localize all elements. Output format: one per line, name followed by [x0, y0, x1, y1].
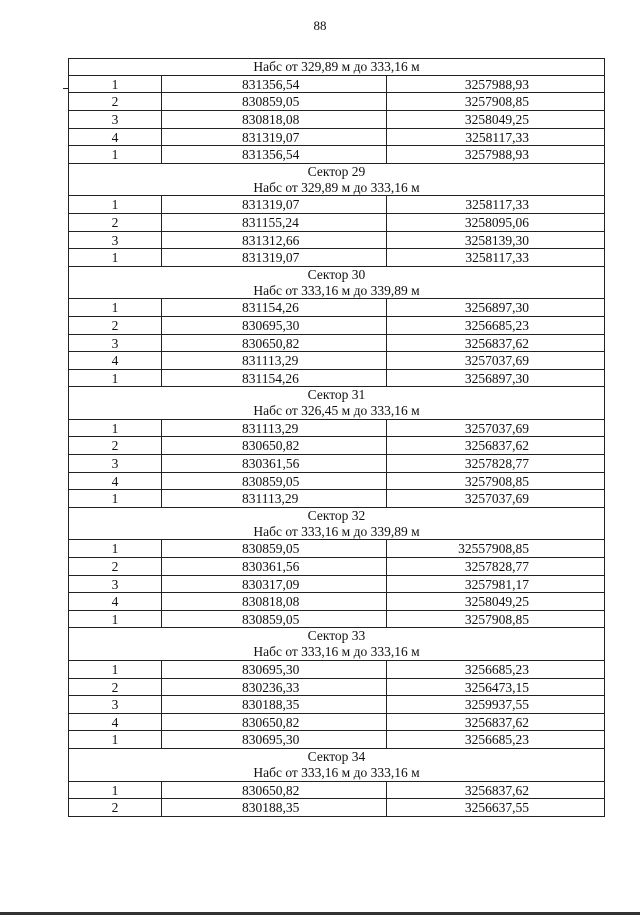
point-number-cell: 1 — [69, 196, 162, 213]
point-number-cell: 1 — [69, 146, 162, 163]
y-coordinate-cell: 3258049,25 — [464, 111, 529, 127]
x-coordinate-cell: 830650,82 — [162, 782, 387, 799]
sector-title: Сектор 34 — [307, 748, 366, 764]
point-number-cell: 1 — [69, 782, 162, 799]
y-coordinate-cell: 3256837,62 — [464, 782, 529, 798]
point-number-cell: 4 — [69, 129, 162, 146]
point-number-cell: 4 — [69, 714, 162, 731]
x-coordinate-cell: 831113,29 — [162, 420, 387, 437]
table-row — [69, 146, 604, 164]
point-number-cell: 1 — [69, 76, 162, 93]
x-coordinate-cell: 831319,07 — [162, 196, 387, 213]
y-coordinate-cell: 3257988,93 — [464, 76, 529, 92]
x-coordinate-cell: 831113,29 — [162, 352, 387, 369]
table-row — [69, 420, 604, 438]
coordinates-table — [68, 58, 605, 817]
x-coordinate-cell: 830859,05 — [162, 93, 387, 110]
y-coordinate-cell: 3257908,85 — [464, 611, 529, 627]
point-number-cell: 1 — [69, 540, 162, 557]
y-coordinate-cell: 3258095,06 — [464, 214, 529, 230]
y-coordinate-cell: 3256837,62 — [464, 335, 529, 351]
y-coordinate-cell: 3257037,69 — [464, 491, 529, 507]
x-coordinate-cell: 830361,56 — [162, 558, 387, 575]
y-coordinate-cell: 3256685,23 — [464, 317, 529, 333]
point-number-cell: 3 — [69, 111, 162, 128]
table-row — [69, 249, 604, 267]
point-number-cell: 4 — [69, 352, 162, 369]
table-row — [69, 611, 604, 629]
table-row — [69, 714, 604, 732]
table-row — [69, 214, 604, 232]
y-coordinate-cell: 3256837,62 — [464, 714, 529, 730]
x-coordinate-cell: 830818,08 — [162, 593, 387, 610]
x-coordinate-cell: 831155,24 — [162, 214, 387, 231]
y-coordinate-cell: 3257908,85 — [464, 473, 529, 489]
y-coordinate-cell: 3257908,85 — [464, 94, 529, 110]
x-coordinate-cell: 830361,56 — [162, 455, 387, 472]
y-coordinate-cell: 3258117,33 — [465, 129, 529, 145]
x-coordinate-cell: 830695,30 — [162, 317, 387, 334]
y-coordinate-cell: 3256637,55 — [464, 800, 529, 816]
x-coordinate-cell: 830650,82 — [162, 335, 387, 352]
x-coordinate-cell: 831154,26 — [162, 299, 387, 316]
y-coordinate-cell: 3257828,77 — [464, 559, 529, 575]
page-edge — [0, 912, 640, 915]
table-row — [69, 93, 604, 111]
y-coordinate-cell: 3257988,93 — [464, 147, 529, 163]
x-coordinate-cell: 830859,05 — [162, 611, 387, 628]
height-range-heading: Набс от 326,45 м до 333,16 м — [69, 403, 604, 420]
point-number-cell: 3 — [69, 696, 162, 713]
x-coordinate-cell: 830650,82 — [162, 714, 387, 731]
y-coordinate-cell: 3256685,23 — [464, 662, 529, 678]
point-number-cell: 1 — [69, 611, 162, 628]
height-range-heading: Набс от 329,89 м до 333,16 м — [69, 59, 604, 76]
table-row — [69, 111, 604, 129]
x-coordinate-cell: 831113,29 — [162, 490, 387, 507]
table-row — [69, 576, 604, 594]
point-number-cell: 2 — [69, 558, 162, 575]
height-range-heading: Набс от 329,89 м до 333,16 м — [69, 180, 604, 197]
y-coordinate-cell: 3256837,62 — [464, 438, 529, 454]
y-coordinate-cell: 3256473,15 — [464, 679, 529, 695]
point-number-cell: 1 — [69, 249, 162, 266]
table-row — [69, 437, 604, 455]
x-coordinate-cell: 830236,33 — [162, 679, 387, 696]
y-coordinate-cell: 3257037,69 — [464, 420, 529, 436]
x-coordinate-cell: 831319,07 — [162, 129, 387, 146]
sector-title: Сектор 33 — [307, 628, 366, 644]
point-number-cell: 4 — [69, 593, 162, 610]
x-coordinate-cell: 831312,66 — [162, 232, 387, 249]
table-row — [69, 540, 604, 558]
y-coordinate-cell: 3257828,77 — [464, 456, 529, 472]
table-row — [69, 661, 604, 679]
table-row — [69, 799, 604, 817]
sector-title: Сектор 32 — [307, 507, 366, 523]
page-number: 88 — [313, 18, 327, 33]
height-range-heading: Набс от 333,16 м до 339,89 м — [69, 524, 604, 541]
point-number-cell: 1 — [69, 661, 162, 678]
table-row — [69, 232, 604, 250]
table-row — [69, 473, 604, 491]
point-number-cell: 2 — [69, 437, 162, 454]
y-coordinate-cell: 3257037,69 — [464, 353, 529, 369]
point-number-cell: 3 — [69, 232, 162, 249]
x-coordinate-cell: 830188,35 — [162, 696, 387, 713]
y-coordinate-cell: 3256897,30 — [464, 370, 529, 386]
table-row — [69, 299, 604, 317]
table-row — [69, 129, 604, 147]
y-coordinate-cell: 32557908,85 — [458, 541, 529, 557]
x-coordinate-cell: 830859,05 — [162, 540, 387, 557]
y-coordinate-cell: 3257981,17 — [464, 576, 529, 592]
table-row — [69, 679, 604, 697]
y-coordinate-cell: 3258117,33 — [465, 197, 529, 213]
point-number-cell: 1 — [69, 420, 162, 437]
point-number-cell: 2 — [69, 93, 162, 110]
x-coordinate-cell: 831319,07 — [162, 249, 387, 266]
table-row — [69, 317, 604, 335]
x-coordinate-cell: 830695,30 — [162, 731, 387, 748]
point-number-cell: 2 — [69, 799, 162, 816]
table-row — [69, 455, 604, 473]
table-row — [69, 76, 604, 94]
height-range-heading: Набс от 333,16 м до 333,16 м — [69, 765, 604, 782]
point-number-cell: 2 — [69, 317, 162, 334]
point-number-cell: 3 — [69, 455, 162, 472]
x-coordinate-cell: 830317,09 — [162, 576, 387, 593]
point-number-cell: 2 — [69, 214, 162, 231]
table-row — [69, 370, 604, 388]
x-coordinate-cell: 830650,82 — [162, 437, 387, 454]
x-coordinate-cell: 831356,54 — [162, 146, 387, 163]
point-number-cell: 1 — [69, 731, 162, 748]
x-coordinate-cell: 830859,05 — [162, 473, 387, 490]
y-coordinate-cell: 3258049,25 — [464, 594, 529, 610]
y-coordinate-cell: 3258139,30 — [464, 232, 529, 248]
x-coordinate-cell: 830188,35 — [162, 799, 387, 816]
x-coordinate-cell: 830695,30 — [162, 661, 387, 678]
height-range-heading: Набс от 333,16 м до 339,89 м — [69, 283, 604, 300]
sector-title: Сектор 29 — [307, 163, 366, 179]
point-number-cell: 1 — [69, 299, 162, 316]
table-row — [69, 352, 604, 370]
point-number-cell: 4 — [69, 473, 162, 490]
y-coordinate-cell: 3256685,23 — [464, 732, 529, 748]
table-row — [69, 593, 604, 611]
y-coordinate-cell: 3259937,55 — [464, 697, 529, 713]
table-row — [69, 335, 604, 353]
point-number-cell: 2 — [69, 679, 162, 696]
table-row — [69, 782, 604, 800]
point-number-cell: 1 — [69, 490, 162, 507]
table-row — [69, 731, 604, 749]
table-row — [69, 696, 604, 714]
table-row — [69, 558, 604, 576]
y-coordinate-cell: 3258117,33 — [465, 250, 529, 266]
x-coordinate-cell: 831154,26 — [162, 370, 387, 387]
height-range-heading: Набс от 333,16 м до 333,16 м — [69, 644, 604, 661]
point-number-cell: 1 — [69, 370, 162, 387]
sector-title: Сектор 30 — [307, 266, 366, 282]
point-number-cell: 3 — [69, 576, 162, 593]
x-coordinate-cell: 830818,08 — [162, 111, 387, 128]
x-coordinate-cell: 831356,54 — [162, 76, 387, 93]
y-coordinate-cell: 3256897,30 — [464, 300, 529, 316]
sector-title: Сектор 31 — [307, 387, 366, 403]
table-row — [69, 490, 604, 508]
table-row — [69, 196, 604, 214]
point-number-cell: 3 — [69, 335, 162, 352]
